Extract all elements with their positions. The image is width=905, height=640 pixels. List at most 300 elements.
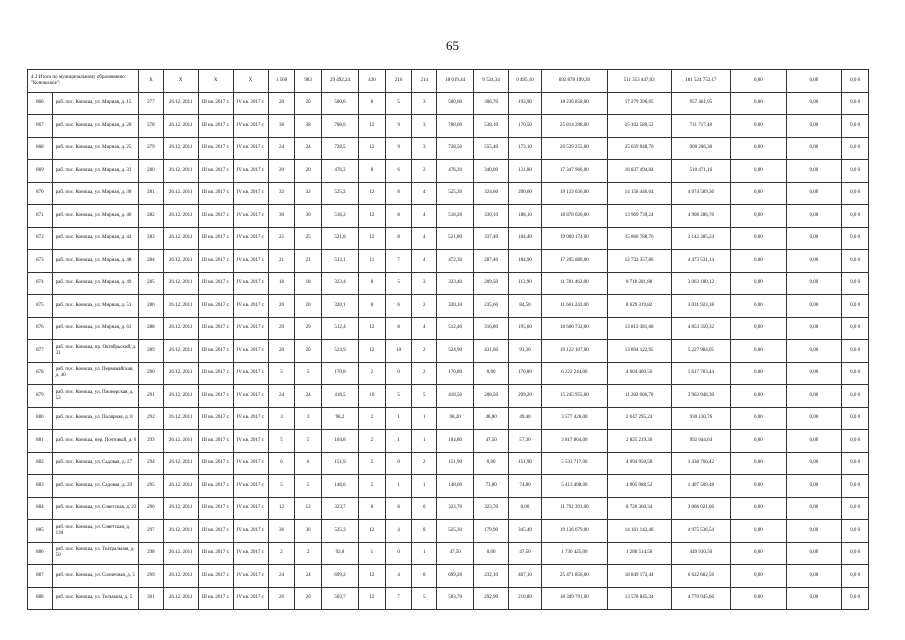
address-cell: раб. пос. Коноша, ул. Пионерская, д. 53 bbox=[52, 385, 138, 408]
table-cell: 299 bbox=[139, 565, 164, 588]
table-cell: 26.12. 2011 bbox=[163, 295, 198, 318]
table-cell: 0,00 bbox=[786, 407, 842, 430]
table-cell: 0,00 bbox=[474, 362, 509, 385]
table-cell: 887 bbox=[28, 565, 53, 588]
address-cell: раб. пос. Коноша, ул. Садовая, д. 29 bbox=[52, 475, 138, 498]
table-cell: IV кв. 2017 г. bbox=[233, 497, 268, 520]
table-cell: 184,90 bbox=[509, 250, 542, 273]
table-cell: 11 781 462,00 bbox=[541, 272, 607, 295]
table-cell: 316,80 bbox=[474, 317, 509, 340]
table-cell: 24 bbox=[268, 385, 295, 408]
table-cell: 521,80 bbox=[437, 227, 474, 250]
address-cell: раб. пос. Коноша, пр. Октябрьский, д. 31 bbox=[52, 340, 138, 363]
table-cell: III кв. 2017 г. bbox=[198, 340, 233, 363]
table-cell: 12 bbox=[359, 205, 386, 228]
table-cell: 25 471 856,00 bbox=[541, 565, 607, 588]
table-cell: 12 bbox=[295, 497, 322, 520]
table-cell: 4 005 988,52 bbox=[607, 475, 671, 498]
table-cell: 2 647 295,24 bbox=[607, 407, 671, 430]
table-cell: 518,20 bbox=[437, 205, 474, 228]
table-cell: 232,10 bbox=[474, 565, 509, 588]
table-cell: 20 bbox=[295, 160, 322, 183]
table-cell: 289 bbox=[139, 340, 164, 363]
table-cell: 38 bbox=[268, 115, 295, 138]
table-cell: 93,30 bbox=[509, 340, 542, 363]
table-cell: 26.12. 2011 bbox=[163, 317, 198, 340]
table-cell: III кв. 2017 г. bbox=[198, 317, 233, 340]
table-cell: 210,80 bbox=[509, 587, 542, 610]
table-cell: 17 347 966,00 bbox=[541, 160, 607, 183]
table-cell: 8 bbox=[385, 317, 412, 340]
table-row bbox=[28, 295, 869, 318]
table-cell: 0 bbox=[385, 542, 412, 565]
table-cell: IV кв. 2017 г. bbox=[233, 542, 268, 565]
address-cell: раб. пос. Коноша, ул. Мирная, д. 15 bbox=[52, 92, 138, 115]
table-cell: 5 bbox=[268, 430, 295, 453]
table-cell: IV кв. 2017 г. bbox=[233, 137, 268, 160]
table-cell: 4 853 350,32 bbox=[671, 317, 731, 340]
table-cell: 20 bbox=[268, 340, 295, 363]
table-cell: 0,00 bbox=[786, 497, 842, 520]
table-cell: III кв. 2017 г. bbox=[198, 227, 233, 250]
table-cell: 5 227 984,05 bbox=[671, 340, 731, 363]
table-cell: 170,50 bbox=[509, 115, 542, 138]
table-cell: 5 413 498,00 bbox=[541, 475, 607, 498]
table-cell: 188,10 bbox=[509, 205, 542, 228]
table-cell: III кв. 2017 г. bbox=[198, 295, 233, 318]
table-cell: 0,00 bbox=[786, 452, 842, 475]
table-cell: 525,2 bbox=[322, 182, 359, 205]
table-cell: 277 bbox=[139, 92, 164, 115]
table-cell: 957 461,95 bbox=[671, 92, 731, 115]
table-cell: 992 644,64 bbox=[671, 430, 731, 453]
table-cell: 10 bbox=[385, 340, 412, 363]
table-cell: III кв. 2017 г. bbox=[198, 587, 233, 610]
table-cell: 500,60 bbox=[437, 92, 474, 115]
table-cell: 513,1 bbox=[322, 250, 359, 273]
table-cell: 6 bbox=[385, 295, 412, 318]
table-cell: 0,00 bbox=[731, 205, 787, 228]
table-cell: 0,0 0 bbox=[842, 362, 869, 385]
table-row bbox=[28, 520, 869, 543]
table-cell: 3 577 426,00 bbox=[541, 407, 607, 430]
table-cell: 18 236 858,00 bbox=[541, 92, 607, 115]
table-cell: 0,00 bbox=[474, 542, 509, 565]
table-cell: 0,00 bbox=[731, 542, 787, 565]
table-cell: 0,0 0 bbox=[842, 317, 869, 340]
table-cell: 291 bbox=[139, 385, 164, 408]
table-cell: 200,60 bbox=[509, 182, 542, 205]
table-row bbox=[28, 542, 869, 565]
table-cell: 4 bbox=[385, 565, 412, 588]
table-cell: III кв. 2017 г. bbox=[198, 475, 233, 498]
table-cell: 4 604 460,56 bbox=[607, 362, 671, 385]
table-cell: III кв. 2017 г. bbox=[198, 385, 233, 408]
table-cell: 6 bbox=[295, 452, 322, 475]
table-cell: 871 bbox=[28, 205, 53, 228]
table-cell: 24 bbox=[295, 565, 322, 588]
table-cell: III кв. 2017 г. bbox=[198, 565, 233, 588]
table-cell: 1 280 514,50 bbox=[607, 542, 671, 565]
table-cell: 888 bbox=[28, 587, 53, 610]
table-cell: 876 bbox=[28, 317, 53, 340]
table-cell: IV кв. 2017 г. bbox=[233, 205, 268, 228]
table-cell: III кв. 2017 г. bbox=[198, 452, 233, 475]
table-cell: 170,80 bbox=[437, 362, 474, 385]
table-cell: 14 161 142,46 bbox=[607, 520, 671, 543]
table-cell: 5 bbox=[412, 587, 437, 610]
table-cell: 36 bbox=[295, 520, 322, 543]
table-cell: IV кв. 2017 г. bbox=[233, 160, 268, 183]
table-cell: 26 539 255,00 bbox=[541, 137, 607, 160]
table-cell: 26.12. 2011 bbox=[163, 92, 198, 115]
table-row bbox=[28, 497, 869, 520]
table-cell: 49,40 bbox=[509, 407, 542, 430]
table-cell: 5 533 717,00 bbox=[541, 452, 607, 475]
table-cell: 0,00 bbox=[731, 250, 787, 273]
table-cell: 2 bbox=[359, 362, 386, 385]
table-cell: IV кв. 2017 г. bbox=[233, 272, 268, 295]
table-cell: 12 bbox=[359, 227, 386, 250]
table-cell: 3 142 385,24 bbox=[671, 227, 731, 250]
table-cell: 20 bbox=[295, 92, 322, 115]
table-cell: 877 bbox=[28, 340, 53, 363]
address-cell: раб. пос. Коноша, ул. Садовая, д. 27 bbox=[52, 452, 138, 475]
table-cell: 297 bbox=[139, 520, 164, 543]
summary-cell: 0,0 0 bbox=[842, 70, 869, 93]
table-cell: 151,90 bbox=[437, 452, 474, 475]
summary-cell: 18 019,44 bbox=[437, 70, 474, 93]
summary-cell: X bbox=[233, 70, 268, 93]
table-cell: 26.12. 2011 bbox=[163, 272, 198, 295]
table-cell: 0,00 bbox=[731, 227, 787, 250]
table-cell: 2 bbox=[412, 362, 437, 385]
table-cell: 2 bbox=[359, 430, 386, 453]
table-cell: 524,9 bbox=[322, 340, 359, 363]
table-cell: 525,20 bbox=[437, 182, 474, 205]
table-cell: 98,2 bbox=[322, 407, 359, 430]
table-cell: 298 bbox=[139, 542, 164, 565]
table-cell: IV кв. 2017 г. bbox=[233, 587, 268, 610]
table-cell: IV кв. 2017 г. bbox=[233, 407, 268, 430]
address-cell: раб. пос. Коноша, ул. Мирная, д. 49 bbox=[52, 272, 138, 295]
table-cell: 36 bbox=[268, 520, 295, 543]
table-cell: 0,00 bbox=[731, 520, 787, 543]
table-cell: 151,90 bbox=[509, 452, 542, 475]
table-cell: 524,90 bbox=[437, 340, 474, 363]
table-cell: 0,00 bbox=[786, 182, 842, 205]
table-cell: 26.12. 2011 bbox=[163, 340, 198, 363]
table-cell: 0,00 bbox=[731, 407, 787, 430]
summary-cell: 9 495,10 bbox=[509, 70, 542, 93]
table-cell: 0,00 bbox=[786, 250, 842, 273]
table-cell: 20 bbox=[268, 92, 295, 115]
address-cell: раб. пос. Коноша, ул. Мирная, д. 20 bbox=[52, 115, 138, 138]
table-cell: 4 bbox=[412, 317, 437, 340]
table-cell: IV кв. 2017 г. bbox=[233, 385, 268, 408]
table-cell: 11 bbox=[359, 250, 386, 273]
summary-row bbox=[28, 70, 869, 93]
table-cell: III кв. 2017 г. bbox=[198, 542, 233, 565]
table-cell: 0,0 0 bbox=[842, 475, 869, 498]
table-cell: 0,0 0 bbox=[842, 205, 869, 228]
table-cell: 699,20 bbox=[437, 565, 474, 588]
table-cell: 340,00 bbox=[474, 160, 509, 183]
table-cell: 18 878 026,00 bbox=[541, 205, 607, 228]
table-cell: 26.12. 2011 bbox=[163, 542, 198, 565]
table-cell: III кв. 2017 г. bbox=[198, 430, 233, 453]
table-cell: 5 bbox=[295, 430, 322, 453]
table-cell: 8 bbox=[359, 92, 386, 115]
address-cell: раб. пос. Коноша, ул. Мирная, д. 51 bbox=[52, 295, 138, 318]
table-cell: 19 122 107,00 bbox=[541, 340, 607, 363]
table-cell: 3 bbox=[412, 92, 437, 115]
table-cell: IV кв. 2017 г. bbox=[233, 317, 268, 340]
table-cell: 0,00 bbox=[731, 430, 787, 453]
table-cell: 1 bbox=[385, 475, 412, 498]
table-cell: 1 bbox=[359, 542, 386, 565]
table-row bbox=[28, 362, 869, 385]
table-cell: 521,8 bbox=[322, 227, 359, 250]
address-cell: раб. пос. Коноша, ул. Солнечная, д. 5 bbox=[52, 565, 138, 588]
table-cell: 0,0 0 bbox=[842, 295, 869, 318]
table-cell: 279 bbox=[139, 137, 164, 160]
table-cell: 301 bbox=[139, 587, 164, 610]
table-cell: 1 730 425,00 bbox=[541, 542, 607, 565]
table-cell: 26.12. 2011 bbox=[163, 362, 198, 385]
table-cell: 74,80 bbox=[509, 475, 542, 498]
table-cell: III кв. 2017 г. bbox=[198, 137, 233, 160]
table-cell: 0 bbox=[385, 452, 412, 475]
table-cell: 874 bbox=[28, 272, 53, 295]
table-cell: 1 438 766,42 bbox=[671, 452, 731, 475]
table-cell: 879 bbox=[28, 385, 53, 408]
address-cell: раб. пос. Коноша, ул. Мирная, д. 33 bbox=[52, 160, 138, 183]
summary-cell: 430 bbox=[359, 70, 386, 93]
table-cell: 500,6 bbox=[322, 92, 359, 115]
table-cell: 26.12. 2011 bbox=[163, 520, 198, 543]
table-cell: 18 666 732,00 bbox=[541, 317, 607, 340]
table-cell: 2 bbox=[412, 160, 437, 183]
table-cell: 92,8 bbox=[322, 542, 359, 565]
table-cell: 6 bbox=[268, 452, 295, 475]
table-cell: 0 bbox=[385, 362, 412, 385]
table-cell: IV кв. 2017 г. bbox=[233, 340, 268, 363]
table-cell: 8 629 319,82 bbox=[607, 295, 671, 318]
table-cell: 324,60 bbox=[474, 182, 509, 205]
table-cell: 2 bbox=[295, 542, 322, 565]
summary-cell: 511 353 447,03 bbox=[607, 70, 671, 93]
table-cell: 30 bbox=[268, 205, 295, 228]
table-cell: 525,3 bbox=[322, 520, 359, 543]
table-cell: 0,00 bbox=[731, 452, 787, 475]
table-cell: 2 bbox=[412, 340, 437, 363]
summary-cell: 214 bbox=[412, 70, 437, 93]
table-cell: 0,00 bbox=[786, 565, 842, 588]
table-cell: 8 726 360,34 bbox=[607, 497, 671, 520]
table-cell: 84,50 bbox=[509, 295, 542, 318]
table-cell: 57,30 bbox=[509, 430, 542, 453]
table-cell: 24 bbox=[268, 565, 295, 588]
table-cell: 0,00 bbox=[731, 137, 787, 160]
table-cell: 472,30 bbox=[437, 250, 474, 273]
table-cell: 2 bbox=[359, 475, 386, 498]
table-cell: IV кв. 2017 г. bbox=[233, 452, 268, 475]
table-cell: 0,00 bbox=[509, 497, 542, 520]
table-cell: 26.12. 2011 bbox=[163, 160, 198, 183]
table-cell: 0,0 0 bbox=[842, 587, 869, 610]
table-cell: IV кв. 2017 г. bbox=[233, 520, 268, 543]
table-cell: 0,00 bbox=[786, 317, 842, 340]
table-cell: 699,2 bbox=[322, 565, 359, 588]
table-cell: 503,70 bbox=[437, 587, 474, 610]
table-cell: 0,00 bbox=[786, 92, 842, 115]
table-cell: 98,20 bbox=[437, 407, 474, 430]
table-cell: 29 bbox=[268, 317, 295, 340]
table-cell: 30 bbox=[295, 205, 322, 228]
table-cell: 15 866 788,76 bbox=[607, 227, 671, 250]
table-cell: 19 136 679,00 bbox=[541, 520, 607, 543]
table-cell: 20 bbox=[268, 295, 295, 318]
table-cell: 320,10 bbox=[437, 295, 474, 318]
table-cell: 294 bbox=[139, 452, 164, 475]
table-cell: 25 102 580,52 bbox=[607, 115, 671, 138]
address-cell: раб. пос. Коноша, ул. Советская, д. 130 bbox=[52, 520, 138, 543]
table-cell: 5 bbox=[268, 475, 295, 498]
table-cell: 151,9 bbox=[322, 452, 359, 475]
table-cell: 1 bbox=[385, 407, 412, 430]
table-cell: 0,0 0 bbox=[842, 182, 869, 205]
table-cell: 0,00 bbox=[731, 475, 787, 498]
table-cell: 1 bbox=[412, 475, 437, 498]
table-cell: 0,00 bbox=[731, 385, 787, 408]
table-cell: 512,40 bbox=[437, 317, 474, 340]
table-cell: 3 bbox=[412, 137, 437, 160]
summary-cell: 692 878 199,20 bbox=[541, 70, 607, 93]
table-cell: IV кв. 2017 г. bbox=[233, 565, 268, 588]
summary-cell: 181 524 752,17 bbox=[671, 70, 731, 93]
table-cell: 881 bbox=[28, 430, 53, 453]
table-cell: 0,0 0 bbox=[842, 160, 869, 183]
table-cell: 20 bbox=[268, 160, 295, 183]
table-cell: III кв. 2017 г. bbox=[198, 520, 233, 543]
table-cell: 306,70 bbox=[474, 92, 509, 115]
table-cell: 866 bbox=[28, 92, 53, 115]
table-cell: 7 bbox=[385, 587, 412, 610]
address-cell: раб. пос. Коноша, ул. Мирная, д. 25 bbox=[52, 137, 138, 160]
table-cell: 5 bbox=[295, 362, 322, 385]
table-cell: 8 bbox=[412, 520, 437, 543]
table-cell: 12 bbox=[359, 520, 386, 543]
table-row bbox=[28, 340, 869, 363]
table-cell: 26.12. 2011 bbox=[163, 407, 198, 430]
table-cell: 11 661 243,00 bbox=[541, 295, 607, 318]
table-cell: 38 bbox=[295, 115, 322, 138]
table-cell: 0,00 bbox=[731, 92, 787, 115]
table-cell: 0,0 0 bbox=[842, 520, 869, 543]
summary-cell: X bbox=[139, 70, 164, 93]
table-cell: 12 bbox=[359, 587, 386, 610]
table-cell: 3 963 948,30 bbox=[671, 385, 731, 408]
table-cell: 0,0 0 bbox=[842, 137, 869, 160]
table-cell: 24 bbox=[268, 137, 295, 160]
table-cell: 26.12. 2011 bbox=[163, 137, 198, 160]
table-cell: 2 825 219,36 bbox=[607, 430, 671, 453]
page-number: 65 bbox=[446, 38, 459, 53]
table-cell: 883 bbox=[28, 475, 53, 498]
table-cell: IV кв. 2017 г. bbox=[233, 250, 268, 273]
table-cell: 18 849 173,44 bbox=[607, 565, 671, 588]
table-row bbox=[28, 137, 869, 160]
table-cell: 8 bbox=[359, 160, 386, 183]
table-cell: 4 473 531,14 bbox=[671, 250, 731, 273]
address-cell: раб. пос. Коноша, пер. Почтовый, д. 6 bbox=[52, 430, 138, 453]
table-cell: III кв. 2017 г. bbox=[198, 115, 233, 138]
table-cell: III кв. 2017 г. bbox=[198, 407, 233, 430]
table-cell: 0,0 0 bbox=[842, 250, 869, 273]
table-cell: 25 639 048,70 bbox=[607, 137, 671, 160]
table-cell: 47,50 bbox=[474, 430, 509, 453]
table-cell: 47,50 bbox=[509, 542, 542, 565]
table-cell: 20 bbox=[295, 340, 322, 363]
summary-cell: 9 524,34 bbox=[474, 70, 509, 93]
table-cell: 708,60 bbox=[437, 115, 474, 138]
table-cell: 25 bbox=[268, 227, 295, 250]
table-cell: 880 bbox=[28, 407, 53, 430]
table-cell: 12 bbox=[359, 137, 386, 160]
table-cell: 345,40 bbox=[509, 520, 542, 543]
table-cell: 870 bbox=[28, 182, 53, 205]
table-cell: 292,90 bbox=[474, 587, 509, 610]
table-cell: III кв. 2017 г. bbox=[198, 272, 233, 295]
table-cell: III кв. 2017 г. bbox=[198, 250, 233, 273]
table-cell: 293 bbox=[139, 430, 164, 453]
table-cell: 179,90 bbox=[474, 520, 509, 543]
table-cell: 193,90 bbox=[509, 92, 542, 115]
table-cell: IV кв. 2017 г. bbox=[233, 362, 268, 385]
table-cell: 11 792 391,00 bbox=[541, 497, 607, 520]
table-cell: 878 bbox=[28, 362, 53, 385]
table-cell: 5 bbox=[385, 92, 412, 115]
table-cell: 0,00 bbox=[731, 160, 787, 183]
table-cell: 26.12. 2011 bbox=[163, 452, 198, 475]
table-cell: 16 837 494,84 bbox=[607, 160, 671, 183]
table-cell: 170,8 bbox=[322, 362, 359, 385]
summary-cell: 983 bbox=[295, 70, 322, 93]
table-cell: 872 bbox=[28, 227, 53, 250]
table-cell: 0,00 bbox=[786, 385, 842, 408]
table-cell: 0,00 bbox=[786, 520, 842, 543]
table-cell: 12 bbox=[359, 340, 386, 363]
table-cell: 0,0 0 bbox=[842, 227, 869, 250]
table-cell: 3 031 923,18 bbox=[671, 295, 731, 318]
summary-cell: X bbox=[163, 70, 198, 93]
table-cell: 26.12. 2011 bbox=[163, 182, 198, 205]
table-cell: 18 349 791,00 bbox=[541, 587, 607, 610]
table-cell: 104,8 bbox=[322, 430, 359, 453]
table-cell: 26.12. 2011 bbox=[163, 250, 198, 273]
table-cell: 1 bbox=[412, 430, 437, 453]
table-cell: 1 bbox=[385, 430, 412, 453]
table-cell: 5 bbox=[295, 475, 322, 498]
table-cell: 18 bbox=[295, 272, 322, 295]
table-cell: 286 bbox=[139, 295, 164, 318]
table-cell: 195,60 bbox=[509, 317, 542, 340]
table-cell: IV кв. 2017 г. bbox=[233, 227, 268, 250]
table-cell: 525,30 bbox=[437, 520, 474, 543]
table-cell: 12 bbox=[359, 317, 386, 340]
table-cell: 0,00 bbox=[786, 205, 842, 228]
